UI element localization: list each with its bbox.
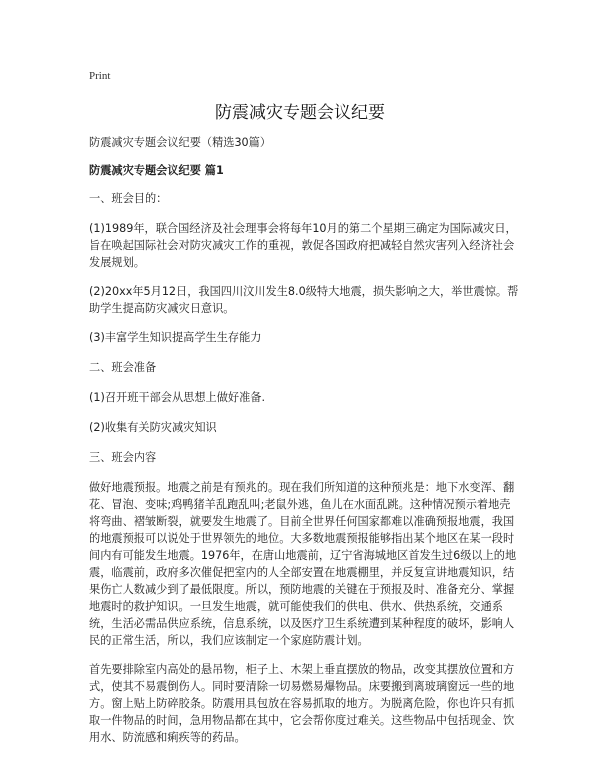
print-link[interactable]: Print (89, 70, 111, 82)
section-heading: 防震减灾专题会议纪要 篇1 (89, 164, 224, 177)
paragraph-7: (2)收集有关防灾减灾知识 (89, 421, 217, 434)
document-subtitle: 防震减灾专题会议纪要（精选30篇） (89, 136, 272, 149)
paragraph-9: 做好地震预报。地震之前是有预兆的。现在我们所知道的这种预兆是：地下水变浑、翻花、冒泡、变味;鸡鸭猪羊乱跑乱叫;老鼠外逃，鱼儿在水面乱跳。这种情况预示着地壳将弯曲、褶皱断裂，就要发生地震了。目前全世界任何国家都难以准确预报地震，我国的地震预报可以说处于世界领先的地位。大多数地震预报能够指出某个地区在某一段时间内有可能发生地震。1976年，在唐山地震前，辽宁省海城地区首发生过6级以上的地震，临震前，政府多次催促把室内的人全部安置在地震棚里，并反复宣讲地震知识，结果伤亡人数减少到了最低限度。所以，预防地震的关键在于预报及时、准备充分、掌握地震时的救护知识。一旦发生地震，就可能使我们的供电、供水、供热系统，交通系统，生活必需品供应系统，信息系统，以及医疗卫生系统遭到某种程度的破坏，影响人民的正常生活，所以，我们应该制定一个家庭防震计划。 (89, 481, 517, 647)
paragraph-8: 三、班会内容 (89, 451, 157, 464)
document-title: 防震减灾专题会议纪要 (215, 103, 385, 123)
paragraph-6: (1)召开班干部会从思想上做好准备. (89, 391, 266, 404)
paragraph-10: 首先要排除室内高处的悬吊物，柜子上、木架上垂直摆放的物品，改变其摆放位置和方式，使其不易震倒伤人。同时要清除一切易燃易爆物品。床要搬到离玻璃窗远一些的地方。窗上贴上防碎胶条。防震用具包放在容易抓取的地方。为脱离危险，你也许只有抓取一件物品的时间，急用物品都在其中，它会帮你度过难关。这些物品中包括现金、饮用水、防流感和痢疾等的药品。 (89, 663, 515, 744)
paragraph-5: 二、班会准备 (89, 361, 157, 374)
paragraph-3: (2)20xx年5月12日，我国四川汶川发生8.0级特大地震，损失影响之大，举世震惊。帮助学生提高防灾减灾日意识。 (89, 285, 519, 315)
paragraph-1: 一、班会目的： (89, 192, 168, 205)
paragraph-2: (1)1989年，联合国经济及社会理事会将每年10月的第二个星期三确定为国际减灾日，旨在唤起国际社会对防灾减灾工作的重视，敦促各国政府把减轻自然灾害列入经济社会发展规划。 (89, 222, 517, 269)
paragraph-4: (3)丰富学生知识提高学生生存能力 (89, 331, 262, 344)
document-body (89, 134, 519, 758)
